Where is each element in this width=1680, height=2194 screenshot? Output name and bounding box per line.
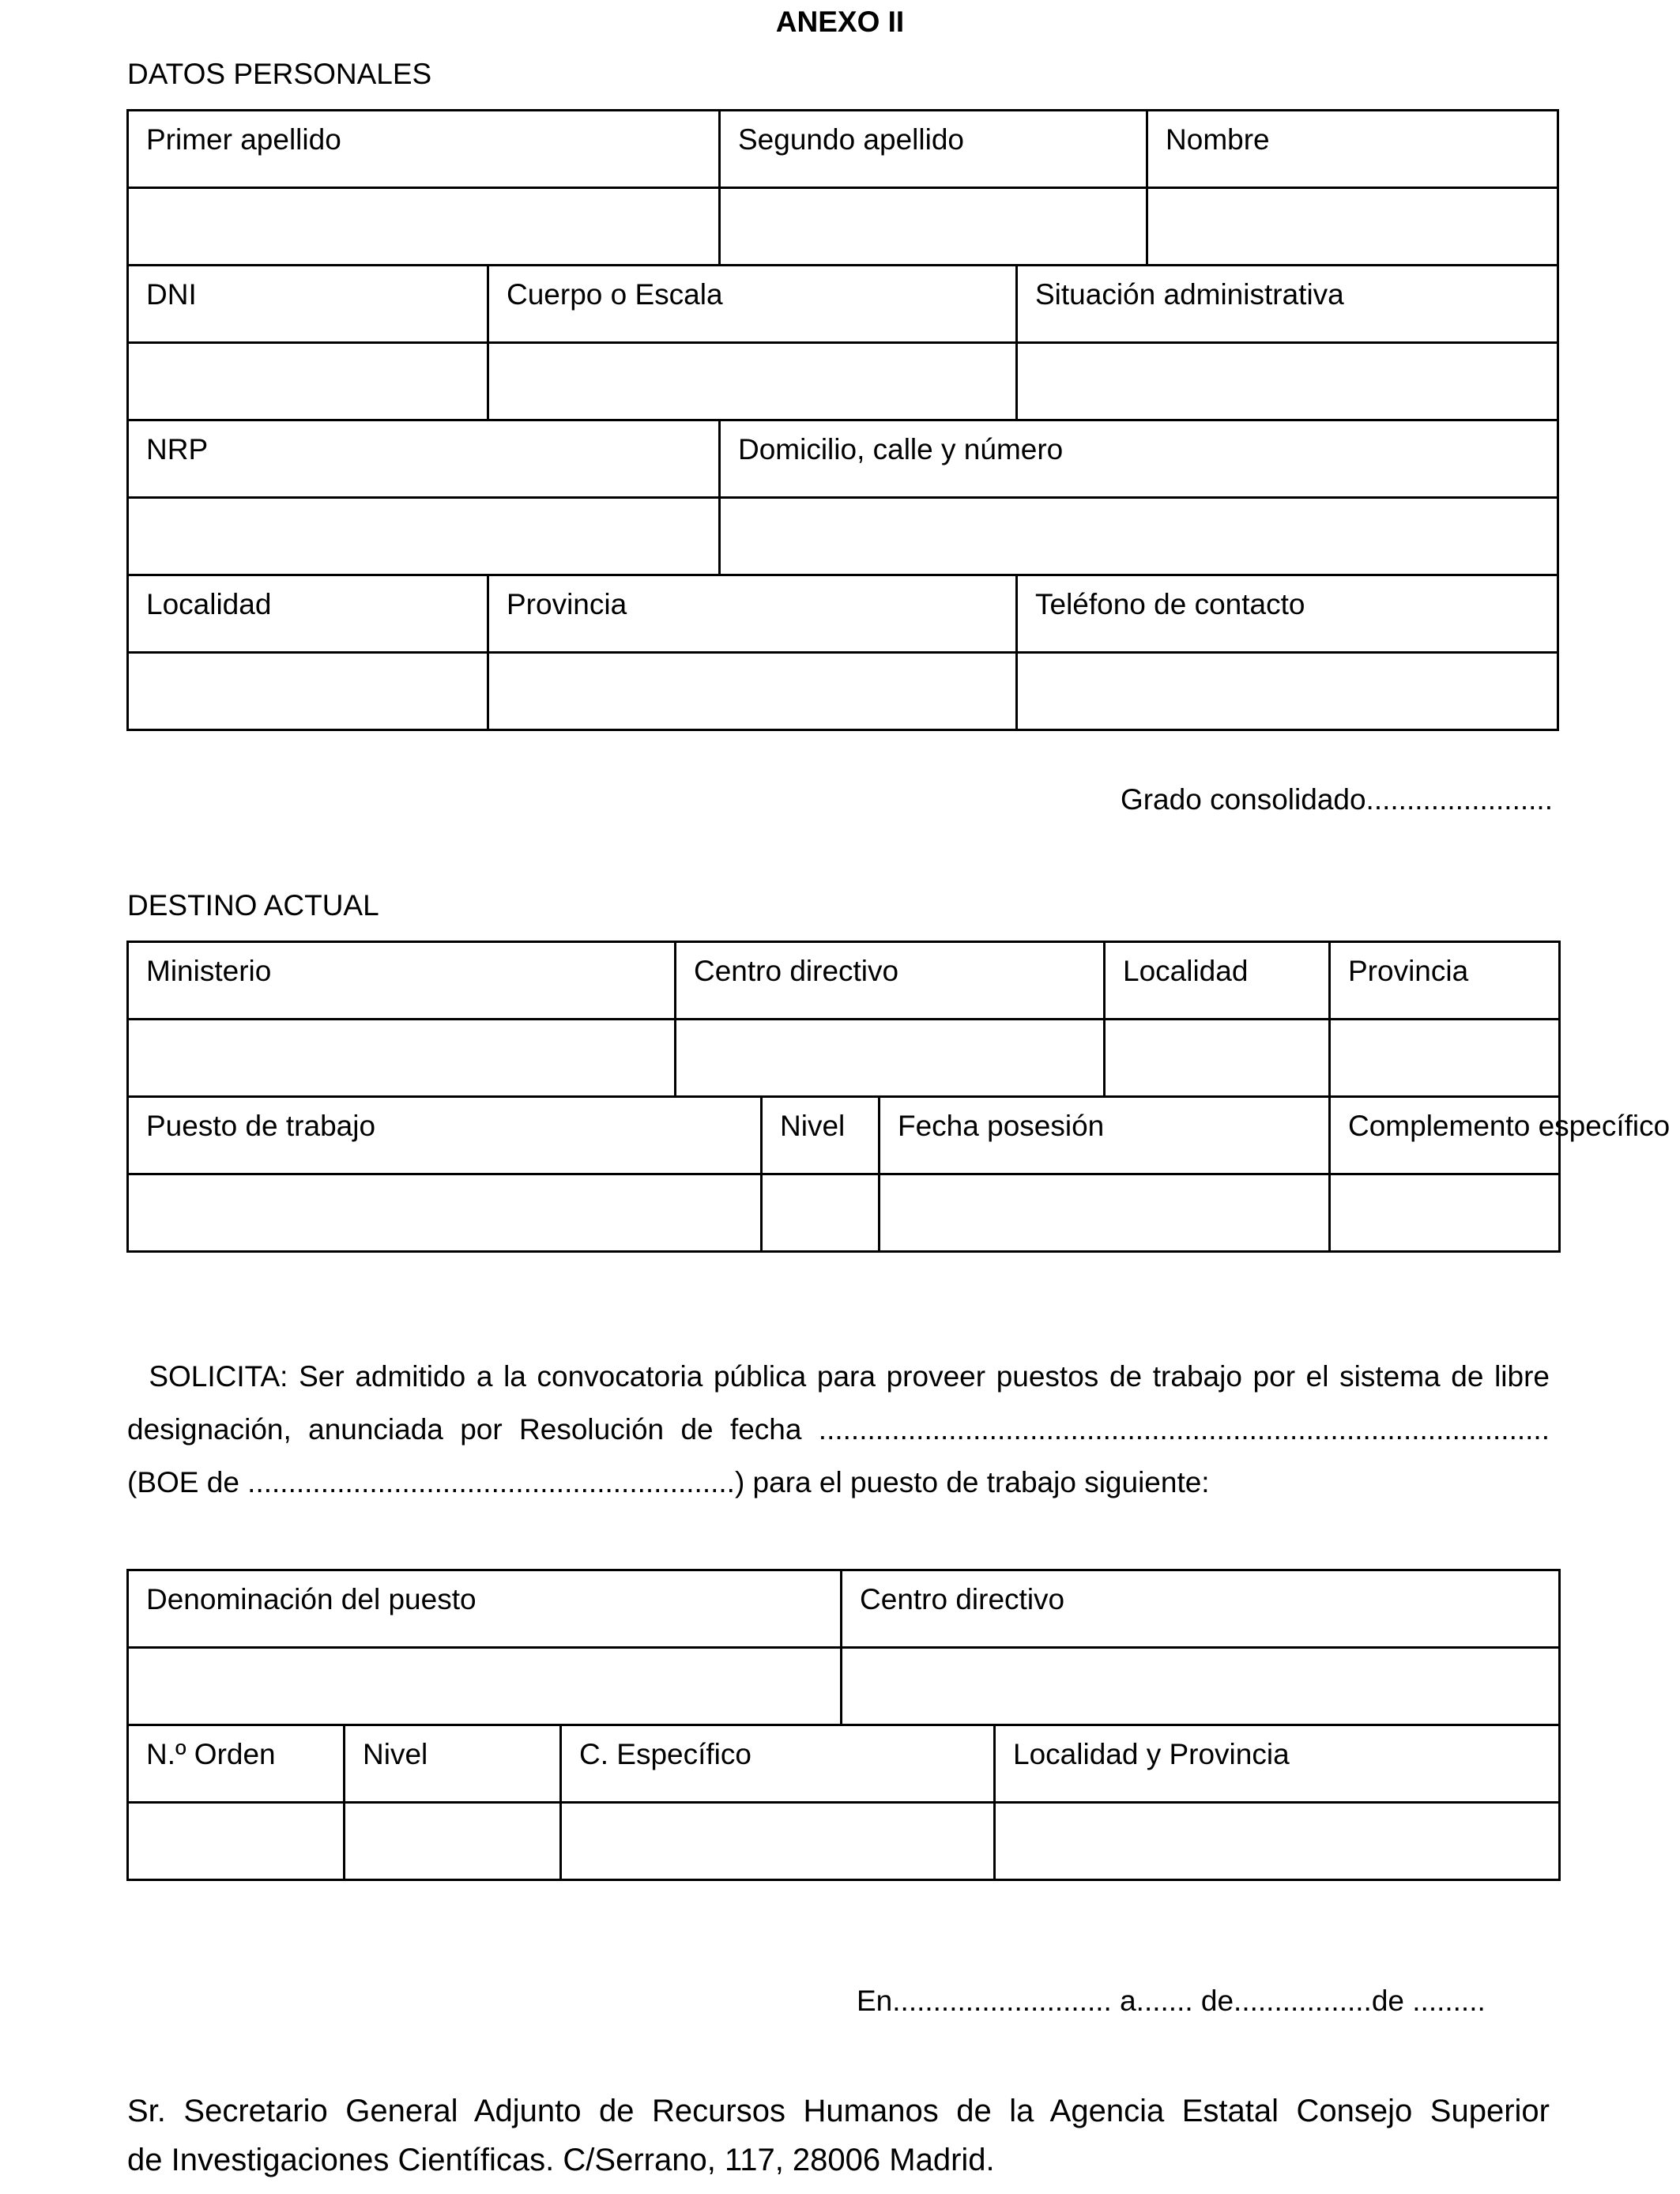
field-destino-provincia[interactable] bbox=[1330, 1020, 1560, 1097]
field-situacion-administrativa[interactable] bbox=[1017, 343, 1558, 420]
field-telefono[interactable] bbox=[1017, 653, 1558, 730]
label-dni: DNI bbox=[128, 266, 488, 343]
label-nombre: Nombre bbox=[1147, 111, 1558, 188]
page-title: ANEXO II bbox=[775, 6, 905, 38]
datos-personales-heading: DATOS PERSONALES bbox=[127, 58, 432, 90]
destino-actual-heading: DESTINO ACTUAL bbox=[127, 889, 379, 922]
label-c-especifico: C. Específico bbox=[561, 1725, 995, 1803]
label-telefono: Teléfono de contacto bbox=[1017, 575, 1558, 653]
label-localidad-provincia: Localidad y Provincia bbox=[995, 1725, 1560, 1803]
field-numero-orden[interactable] bbox=[128, 1803, 345, 1880]
label-solicitud-centro-directivo: Centro directivo bbox=[842, 1570, 1560, 1648]
label-complemento-especifico: Complemento específico bbox=[1330, 1097, 1560, 1174]
label-nivel: Nivel bbox=[762, 1097, 880, 1174]
label-puesto-trabajo: Puesto de trabajo bbox=[128, 1097, 762, 1174]
label-situacion-administrativa: Situación administrativa bbox=[1017, 266, 1558, 343]
label-numero-orden: N.º Orden bbox=[128, 1725, 345, 1803]
field-solicitud-centro-directivo[interactable] bbox=[842, 1648, 1560, 1725]
label-ministerio: Ministerio bbox=[128, 942, 676, 1020]
field-nrp[interactable] bbox=[128, 498, 720, 575]
label-nrp: NRP bbox=[128, 420, 720, 498]
field-c-especifico[interactable] bbox=[561, 1803, 995, 1880]
solicita-line-3: (BOE de ............................................................) para el puesto de trabajo siguiente: bbox=[127, 1466, 1210, 1498]
label-provincia: Provincia bbox=[488, 575, 1017, 653]
label-solicitud-nivel: Nivel bbox=[345, 1725, 561, 1803]
field-denominacion-puesto[interactable] bbox=[128, 1648, 842, 1725]
field-provincia[interactable] bbox=[488, 653, 1017, 730]
field-primer-apellido[interactable] bbox=[128, 188, 720, 266]
destino-actual-table bbox=[126, 941, 1671, 1253]
field-localidad[interactable] bbox=[128, 653, 488, 730]
label-cuerpo-escala: Cuerpo o Escala bbox=[488, 266, 1017, 343]
field-cuerpo-escala[interactable] bbox=[488, 343, 1017, 420]
field-domicilio[interactable] bbox=[720, 498, 1558, 575]
grado-consolidado: Grado consolidado....................... bbox=[1120, 783, 1553, 816]
label-destino-provincia: Provincia bbox=[1330, 942, 1560, 1020]
field-localidad-provincia[interactable] bbox=[995, 1803, 1560, 1880]
solicita-line-2: designación, anunciada por Resolución de fecha .......................................................................................... bbox=[127, 1413, 1550, 1446]
field-destino-localidad[interactable] bbox=[1105, 1020, 1330, 1097]
field-fecha-posesion[interactable] bbox=[880, 1174, 1330, 1252]
label-segundo-apellido: Segundo apellido bbox=[720, 111, 1147, 188]
destinatario bbox=[127, 2087, 1550, 2185]
field-centro-directivo[interactable] bbox=[676, 1020, 1105, 1097]
fecha-firma-line: En........................... a....... de.................de ......... bbox=[857, 1985, 1486, 2017]
label-denominacion-puesto: Denominación del puesto bbox=[128, 1570, 842, 1648]
field-segundo-apellido[interactable] bbox=[720, 188, 1147, 266]
field-dni[interactable] bbox=[128, 343, 488, 420]
solicita-line-1: SOLICITA: Ser admitido a la convocatoria pública para proveer puestos de trabajo por el sistema de libre bbox=[127, 1360, 1550, 1393]
destinatario-line-2: de Investigaciones Científicas. C/Serrano, 117, 28006 Madrid. bbox=[127, 2143, 995, 2177]
field-solicitud-nivel[interactable] bbox=[345, 1803, 561, 1880]
label-domicilio: Domicilio, calle y número bbox=[720, 420, 1558, 498]
puesto-solicitado-table bbox=[126, 1569, 1561, 1881]
field-nombre[interactable] bbox=[1147, 188, 1558, 266]
label-fecha-posesion: Fecha posesión bbox=[880, 1097, 1330, 1174]
label-centro-directivo: Centro directivo bbox=[676, 942, 1105, 1020]
solicita-paragraph bbox=[127, 1350, 1550, 1509]
destinatario-line-1: Sr. Secretario General Adjunto de Recursos Humanos de la Agencia Estatal Consejo Superior bbox=[127, 2094, 1550, 2128]
field-ministerio[interactable] bbox=[128, 1020, 676, 1097]
label-primer-apellido: Primer apellido bbox=[128, 111, 720, 188]
field-puesto-trabajo[interactable] bbox=[128, 1174, 762, 1252]
label-destino-localidad: Localidad bbox=[1105, 942, 1330, 1020]
label-localidad: Localidad bbox=[128, 575, 488, 653]
field-nivel[interactable] bbox=[762, 1174, 880, 1252]
field-complemento-especifico[interactable] bbox=[1330, 1174, 1560, 1252]
datos-personales-table bbox=[126, 109, 1559, 731]
